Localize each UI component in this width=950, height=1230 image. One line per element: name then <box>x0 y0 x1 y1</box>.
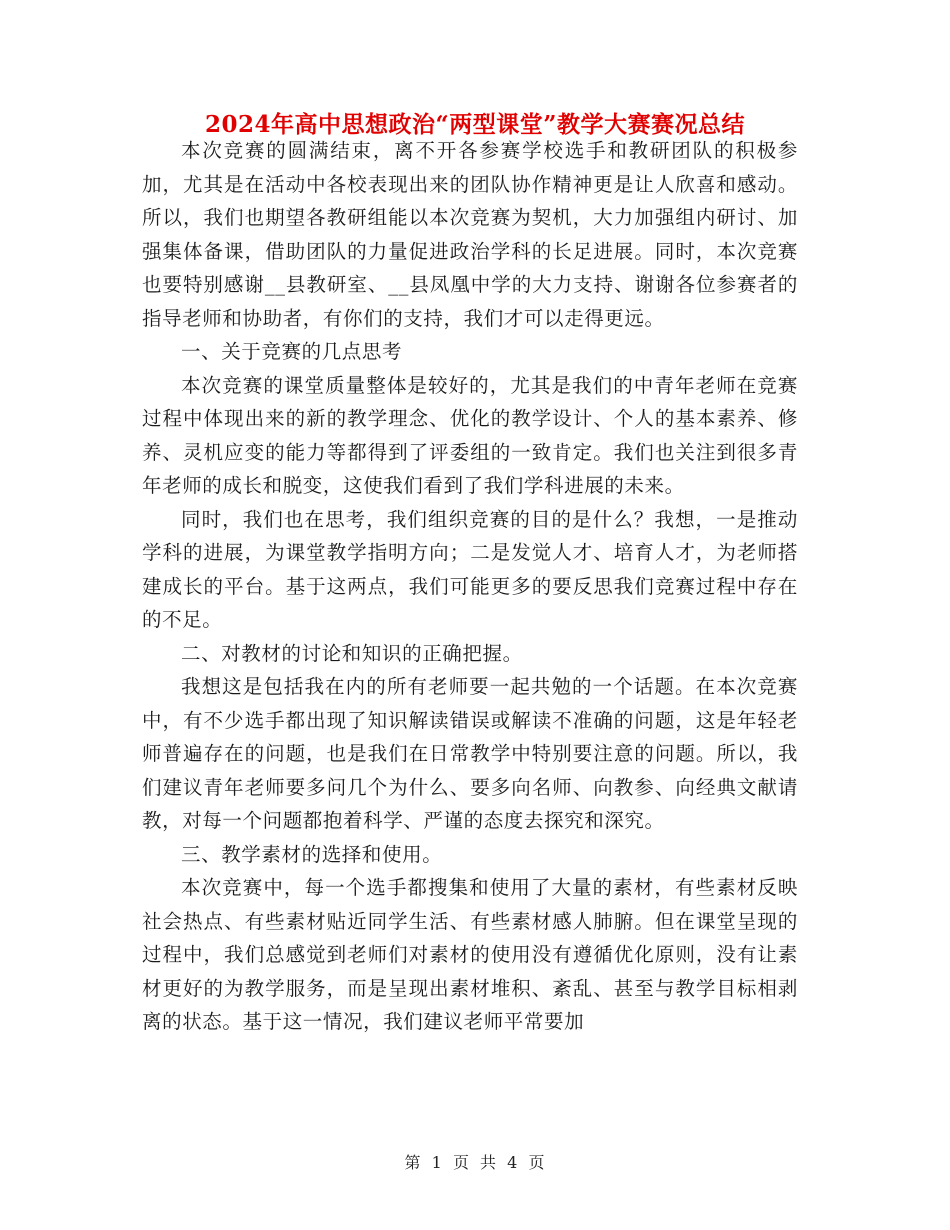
paragraph-section-3: 本次竞赛中，每一个选手都搜集和使用了大量的素材，有些素材反映社会热点、有些素材贴近同学生活、有些素材感人肺腑。但在课堂呈现的过程中，我们总感觉到老师们对素材的使用没有遵循优化原则，没有让素材更好的为教学服务，而是呈现出素材堆积、紊乱、甚至与教学目标相剥离的状态。基于这一情况，我们建议老师平常要加 <box>142 876 798 1033</box>
section-heading-3: 三、教学素材的选择和使用。 <box>181 842 443 866</box>
footer-total-unit: 页 <box>528 1153 546 1172</box>
paragraph-section-1b: 同时，我们也在思考，我们组织竞赛的目的是什么？我想，一是推动学科的进展，为课堂教学指明方向；二是发觉人才、培育人才，为老师搭建成长的平台。基于这两点，我们可能更多的要反思我们竞赛过程中存在的不足。 <box>142 507 798 631</box>
footer-total-pages: 4 <box>507 1153 519 1172</box>
document-title: 2024年高中思想政治“两型课堂”教学大赛赛况总结 <box>205 111 745 138</box>
footer-page-unit: 页 <box>452 1153 470 1172</box>
footer-prefix: 第 <box>404 1153 422 1172</box>
paragraph-intro: 本次竞赛的圆满结束，离不开各参赛学校选手和教研团队的积极参加，尤其是在活动中各校表现出来的团队协作精神更是让人欣喜和感动。所以，我们也期望各教研组能以本次竞赛为契机，大力加强组内研讨、加强集体备课，借助团队的力量促进政治学科的长足进展。同时，本次竞赛也要特别感谢__县教研室、__县凤凰中学的大力支持、谢谢各位参赛者的指导老师和协助者，有你们的支持，我们才可以走得更远。 <box>142 139 798 330</box>
footer-current-page: 1 <box>431 1153 443 1172</box>
page-footer <box>0 1152 950 1174</box>
section-heading-2: 二、对教材的讨论和知识的正确把握。 <box>181 641 523 665</box>
paragraph-section-1a: 本次竞赛的课堂质量整体是较好的，尤其是我们的中青年老师在竞赛过程中体现出来的新的教学理念、优化的教学设计、个人的基本素养、修养、灵机应变的能力等都得到了评委组的一致肯定。我们也关注到很多青年老师的成长和脱变，这使我们看到了我们学科进展的未来。 <box>142 373 798 497</box>
section-heading-1: 一、关于竞赛的几点思考 <box>181 340 403 363</box>
footer-total-label: 共 <box>480 1153 498 1172</box>
paragraph-section-2: 我想这是包括我在内的所有老师要一起共勉的一个话题。在本次竞赛中，有不少选手都出现了知识解读错误或解读不准确的问题，这是年轻老师普遍存在的问题，也是我们在日常教学中特别要注意的问题。所以，我们建议青年老师要多问几个为什么、要多向名师、向教参、向经典文献请教，对每一个问题都抱着科学、严谨的态度去探究和深究。 <box>142 675 798 832</box>
document-body <box>142 134 798 1039</box>
